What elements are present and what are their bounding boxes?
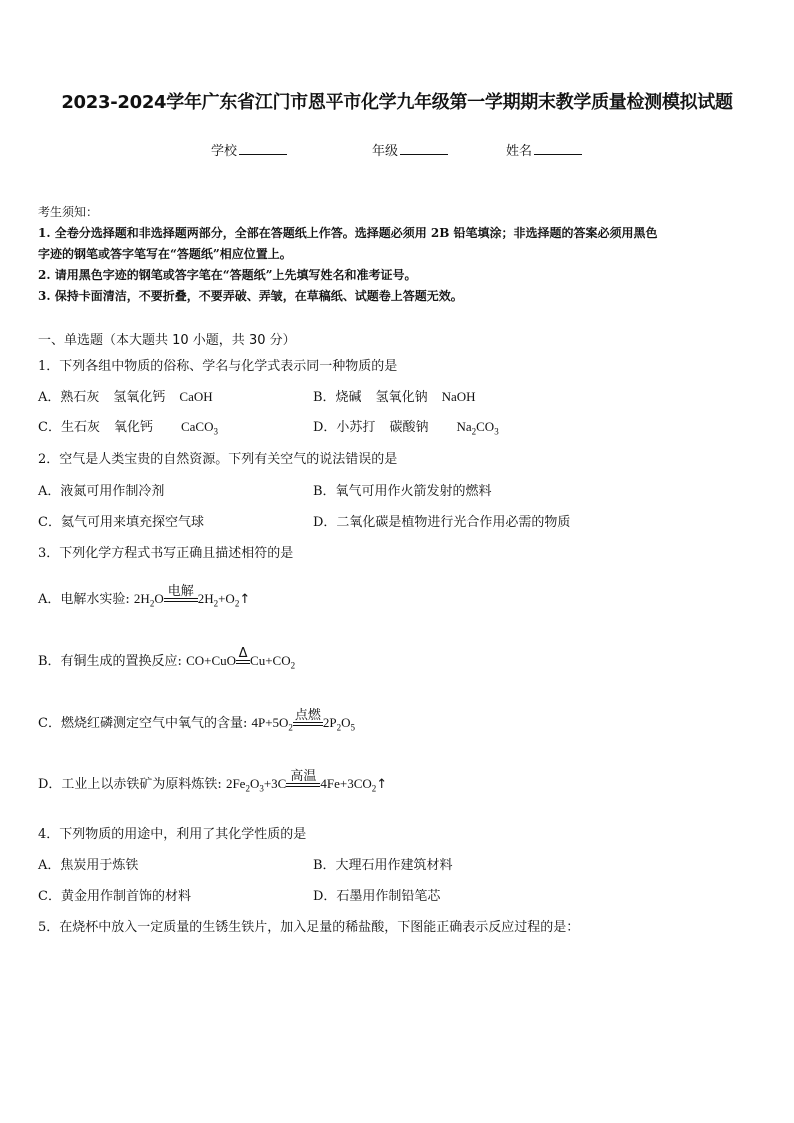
name-blank (534, 142, 582, 155)
q1-option-b (313, 386, 476, 405)
q1-b-formula: NaOH (441, 389, 476, 404)
grade-field (372, 140, 448, 159)
q3-d-text: D．工业上以赤铁矿为原料炼铁: (38, 777, 222, 792)
notice-item-1-line-1: 1. 全卷分选择题和非选择题两部分，全部在答题纸上作答。选择题必须用 2B 铅笔填涂；非选择题的答案必须用黑色 (38, 226, 658, 240)
q5-stem: 5．在烧杯中放入一定质量的生锈生铁片，加入足量的稀盐酸，下图能正确表示反应过程的是： (38, 920, 580, 935)
q1-b-label: B．烧碱 (313, 390, 362, 405)
q2-option-b: B．氧气可用作火箭发射的燃料 (313, 484, 492, 499)
q1-stem: 1．下列各组中物质的俗称、学名与化学式表示同一种物质的是 (38, 359, 398, 374)
q2-option-c: C．氦气可用来填充探空气球 (38, 515, 204, 530)
q3-option-d (38, 769, 388, 794)
q1-a-name: 氢氧化钙 (113, 390, 166, 405)
notice-item-1-line-2: 字迹的钢笔或答字笔写在“答题纸”相应位置上。 (38, 247, 292, 261)
q3-b-text: B．有铜生成的置换反应: (38, 654, 182, 669)
gas-up-arrow-icon: ↑ (376, 777, 388, 792)
q3-b-condition: Δ (236, 653, 250, 669)
notice-heading: 考生须知： (38, 205, 99, 219)
q1-c-label: C．生石灰 (38, 420, 100, 435)
name-field (506, 140, 582, 159)
q3-d-condition: 高温 (286, 776, 320, 792)
q1-c-formula: CaCO$_3$ (180, 419, 218, 437)
q1-option-a (38, 386, 213, 405)
q3-a-condition: 电解 (164, 591, 198, 607)
notice-item-2: 2. 请用黑色字迹的钢笔或答字笔在“答题纸”上先填写姓名和准考证号。 (38, 268, 417, 282)
q1-a-formula: CaOH (179, 389, 213, 404)
gas-up-arrow-icon: ↑ (239, 592, 251, 607)
q3-d-equation: $2Fe_2O_3+3C$ 高温 $4Fe+3CO_2↑$ (225, 769, 388, 794)
q4-option-c: C．黄金用作制首饰的材料 (38, 889, 191, 904)
section-heading: 一、单选题（本大题共 10 小题，共 30 分） (38, 333, 296, 348)
q1-option-c (38, 416, 218, 437)
school-label: 学校 (211, 144, 238, 159)
q1-option-d (313, 416, 499, 437)
q1-d-formula: $Na_2CO_3$ (456, 419, 499, 437)
q2-stem: 2．空气是人类宝贵的自然资源。下列有关空气的说法错误的是 (38, 452, 398, 467)
q1-d-label: D．小苏打 (313, 420, 376, 435)
q4-option-d: D．石墨用作制铅笔芯 (313, 889, 441, 904)
q4-option-a: A．焦炭用于炼铁 (38, 858, 139, 873)
grade-blank (400, 142, 448, 155)
name-label: 姓名 (506, 144, 533, 159)
q3-a-text: A．电解水实验: (38, 592, 130, 607)
q3-stem: 3．下列化学方程式书写正确且描述相符的是 (38, 546, 294, 561)
q3-c-equation: $4P+5O_2$ 点燃 $2P_2O_5$ (251, 708, 356, 733)
q3-c-condition: 点燃 (293, 715, 323, 731)
q1-b-name: 氢氧化钠 (375, 390, 428, 405)
q3-a-equation: $2H_2O$ 电解 $2H_2+O_2↑$ (133, 584, 251, 609)
notice-item-3: 3. 保持卡面清洁，不要折叠，不要弄破、弄皱，在草稿纸、试题卷上答题无效。 (38, 289, 463, 303)
q4-option-b: B．大理石用作建筑材料 (313, 858, 453, 873)
q3-option-c (38, 708, 356, 733)
q1-d-name: 碳酸钠 (389, 420, 429, 435)
q3-b-equation: CO+CuO Δ $Cu+CO_2$ (186, 646, 296, 671)
exam-title: 2023-2024学年广东省江门市恩平市化学九年级第一学期期末教学质量检测模拟试题 (61, 92, 733, 113)
q3-option-b (38, 646, 296, 671)
q1-a-label: A．熟石灰 (38, 390, 100, 405)
school-blank (239, 142, 287, 155)
q3-option-a (38, 584, 251, 609)
q3-c-text: C．燃烧红磷测定空气中氧气的含量: (38, 716, 248, 731)
q2-option-a: A．液氮可用作制冷剂 (38, 484, 165, 499)
q1-c-name: 氧化钙 (113, 420, 153, 435)
q2-option-d: D．二氧化碳是植物进行光合作用必需的物质 (313, 515, 571, 530)
q4-stem: 4．下列物质的用途中，利用了其化学性质的是 (38, 827, 307, 842)
grade-label: 年级 (372, 144, 399, 159)
school-field (211, 140, 287, 159)
